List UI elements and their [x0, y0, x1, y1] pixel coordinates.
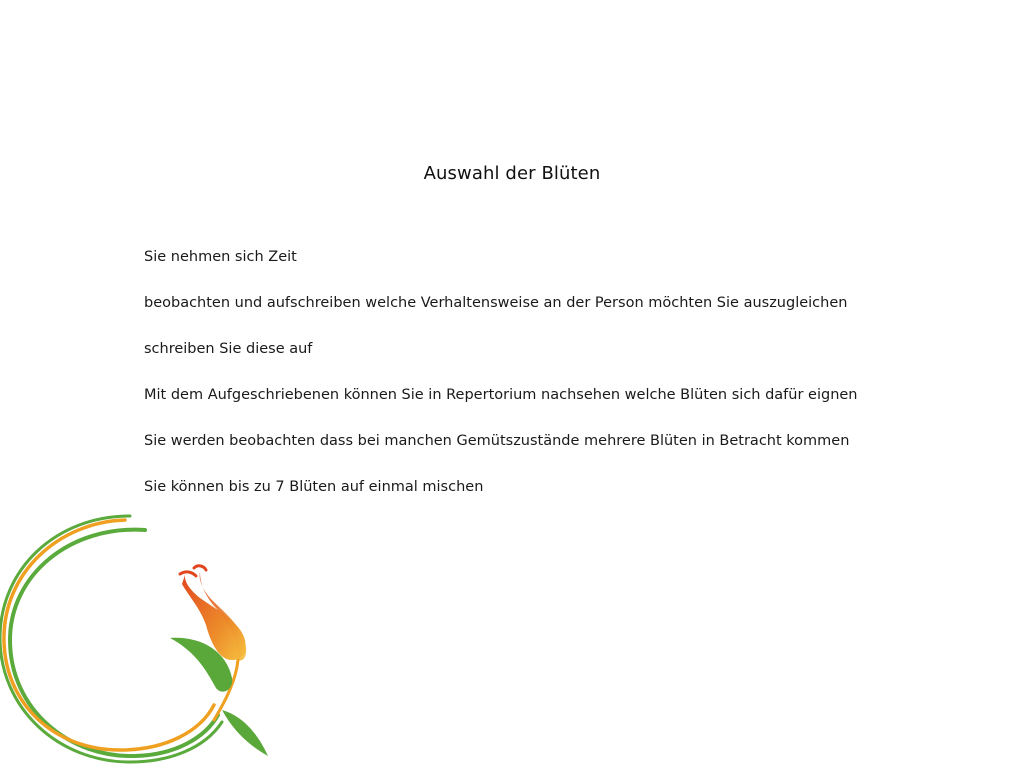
leaf-icon	[222, 710, 268, 756]
body-line: Sie nehmen sich Zeit	[144, 249, 297, 265]
body-line: beobachten und aufschreiben welche Verhaltensweise an der Person möchten Sie auszugleichen	[144, 295, 848, 311]
body-line: Sie können bis zu 7 Blüten auf einmal mischen	[144, 479, 484, 495]
body-line: schreiben Sie diese auf	[144, 341, 313, 357]
slide-title: Auswahl der Blüten	[423, 163, 601, 184]
body-line: Mit dem Aufgeschriebenen können Sie in Repertorium nachsehen welche Blüten sich dafür eignen	[144, 387, 858, 403]
flower-ring-logo-icon	[0, 510, 280, 768]
body-line: Sie werden beobachten dass bei manchen Gemütszustände mehrere Blüten in Betracht kommen	[144, 433, 850, 449]
slide-body	[144, 246, 964, 522]
